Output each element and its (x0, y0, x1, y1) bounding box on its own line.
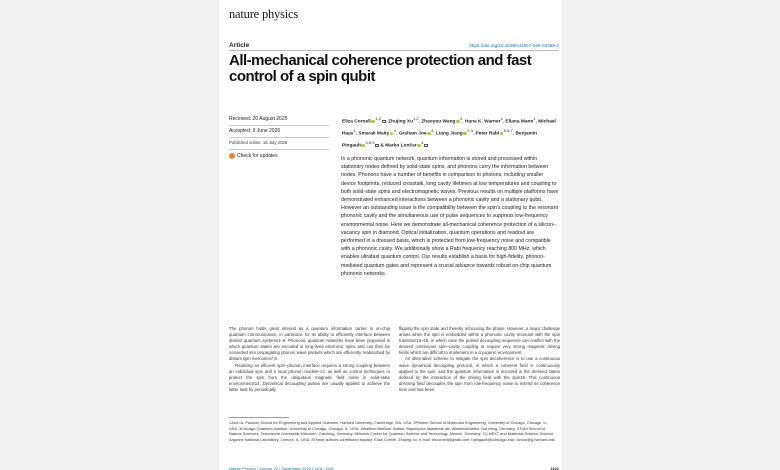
doi-link[interactable]: https://doi.org/10.1038/s41567-026-03369-2 (469, 43, 559, 48)
body-paragraph: An alternative scheme to mitigate the spin decoherence is to use a continuous wave dynamical decoupling protocol, in which a coherent field is continuously applied to the spin, and the quantum information is encoded in the dressed states defined by the interaction of the driving field with the spin19. This continuous dressing field decouples the spin from low-frequency noise to extend its coherence time and has been (399, 356, 560, 392)
date-divider (229, 137, 329, 138)
body-paragraph: The phonon holds great interest as a quantum information carrier in on-chip quantum communication, in particular, for its ability to efficiently interface between distinct quantum systems1–6. Phononic quantum networks have been proposed in which quantum states are encoded in long-lived electronic spins and can then be converted into propagating phonon wave packets which are efficiently reabsorbed by distant spin memories7,8. (229, 326, 390, 362)
author-name[interactable]: Benjamin Pingault (342, 131, 538, 149)
email-icon[interactable] (382, 120, 386, 123)
affiliations: 1John A. Paulson School for Engineering and Applied Sciences, Harvard University, Cambridge, MA, USA. 2Pritzker School of Molecular Engineering, University of Chicago, Chicago, IL, USA. 3Chicago Quantum Institute, University of Chicago, Chicago, IL, USA. 4Walther-Meißner-Institut, Bayerische Akademie der Wissenschaften, Garching, Germany. 5TUM School of Natural Sciences, Technische Universität München, Garching, Germany. 6Munich Center for Quantum Science and Technology, Munich, Germany. 7Q-NEXT and Materials Science Division, Argonne National Laboratory, Lemont, IL, USA. 8These authors contributed equally: Eliza Cornell, Zhujing Xu. e-mail: ebcornell@gmail.com; bpingault@uchicago.edu; loncar@g.harvard.edu (229, 420, 556, 442)
author-name[interactable]: Peter Rabl (475, 131, 500, 137)
published-date: Published online: 15 July 2026 (229, 140, 288, 145)
orcid-icon[interactable] (361, 144, 365, 148)
article-page (219, 0, 562, 470)
author-name[interactable]: Eliza Cornell (342, 119, 371, 125)
body-paragraph: flipping the spin state and thereby refocusing the phase. However, a major challenge arises when the spin is embedded within a phononic cavity resonant with the spin transition15–18, in which case the pulsed decoupling sequence can conflict with the desired continuous spin–cavity coupling or require very strong magnetic driving fields which are difficult to implement in a cryogenic environment. (399, 326, 560, 356)
author-list: Eliza Cornell$^{1,2}$, Zhujing Xu$^{1,2}$, Zhaoyou Wang$^3$, Hana K. Warner$^4$, Eliana Mann$^1$, Michael Haas$^1$, Smarak Maity$^4$, Graham Joe$^4$, Liang Jiang$^{2,3}$, Peter Rabl$^{5,6,7}$, Benjamin Pingault$^{4,8,9}$ & Marko Lončar$^4$ (342, 116, 556, 149)
email-icon[interactable] (424, 144, 428, 147)
author-name[interactable]: Eliana Mann (505, 119, 534, 125)
email-icon[interactable] (375, 144, 379, 147)
body-column-right (399, 326, 560, 393)
footer-citation[interactable]: Nature Physics | Volume 22 | September 2026 | 1101–1105 (229, 466, 334, 470)
check-updates-icon (229, 153, 235, 159)
orcid-icon[interactable] (390, 132, 394, 136)
body-paragraph: Realizing an efficient spin–phonon interface requires a strong coupling between an individual spin and a local phonon mode9–13, as well as control techniques to protect the spin from the ubiquitous magnetic field noise in solid-state environments14. Dynamical decoupling pulses are usually applied to achieve the latter task by periodically (229, 362, 390, 392)
journal-name[interactable]: nature physics (229, 7, 299, 21)
article-type-label: Article (229, 42, 250, 49)
page-number: 1101 (550, 466, 559, 470)
author-name[interactable]: Michael Haas (342, 119, 556, 137)
date-divider (229, 125, 329, 126)
author-name[interactable]: Smarak Maity (358, 131, 390, 137)
footnote-divider (229, 417, 289, 418)
orcid-icon[interactable] (500, 132, 504, 136)
abstract: In a phononic quantum network, quantum information is stored and processed within stationary nodes defined by solid-state spins, and phonons carry the information between nodes. Phonons have a number of benefits in comparison to photons, including smaller device footprints, reduced crosstalk, long cavity lifetimes at low temperatures and coupling to both solid-state spins and electromagnetic waves. Previous results on multiple platforms have demonstrated enhanced interactions between a phononic cavity and a stationary qubit. However an outstanding issue is the compatibility between the spin's coupling to the resonant phononic cavity and the simultaneous use of pulse sequences to suppress low-frequency environmental noise. Here we demonstrate all-mechanical coherence protection of a silicon–vacancy spin in diamond. Optical initialization, quantum operations and readout are performed in a dressed basis, which is protected from low-frequency noise and compatible with a phononic cavity. We additionally show a Rabi frequency reaching 800 MHz, which enables ultrafast quantum control. Our results establish a basis for high-fidelity, phonon-mediated quantum gates and represent a crucial advance towards robust on-chip quantum phononic networks. (341, 156, 559, 277)
author-name[interactable]: Liang Jiang (436, 131, 463, 137)
header-divider (229, 50, 559, 51)
author-name[interactable]: Hana K. Warner (464, 119, 501, 125)
orcid-icon[interactable] (456, 120, 460, 124)
author-name[interactable]: & Marko Lončar (380, 143, 417, 149)
body-column-left (229, 326, 390, 393)
accepted-date: Accepted: 9 June 2026 (229, 128, 281, 134)
received-date: Received: 20 August 2025 (229, 116, 288, 122)
check-for-updates-button[interactable] (229, 153, 278, 159)
author-name[interactable]: Graham Joe (398, 131, 427, 137)
author-name[interactable]: Zhujing Xu (388, 119, 413, 125)
article-title: All-mechanical coherence protection and fast control of a spin qubit (229, 52, 532, 85)
check-updates-label: Check for updates (237, 153, 278, 159)
author-name[interactable]: Zhaoyou Wang (421, 119, 456, 125)
date-divider (229, 149, 329, 150)
